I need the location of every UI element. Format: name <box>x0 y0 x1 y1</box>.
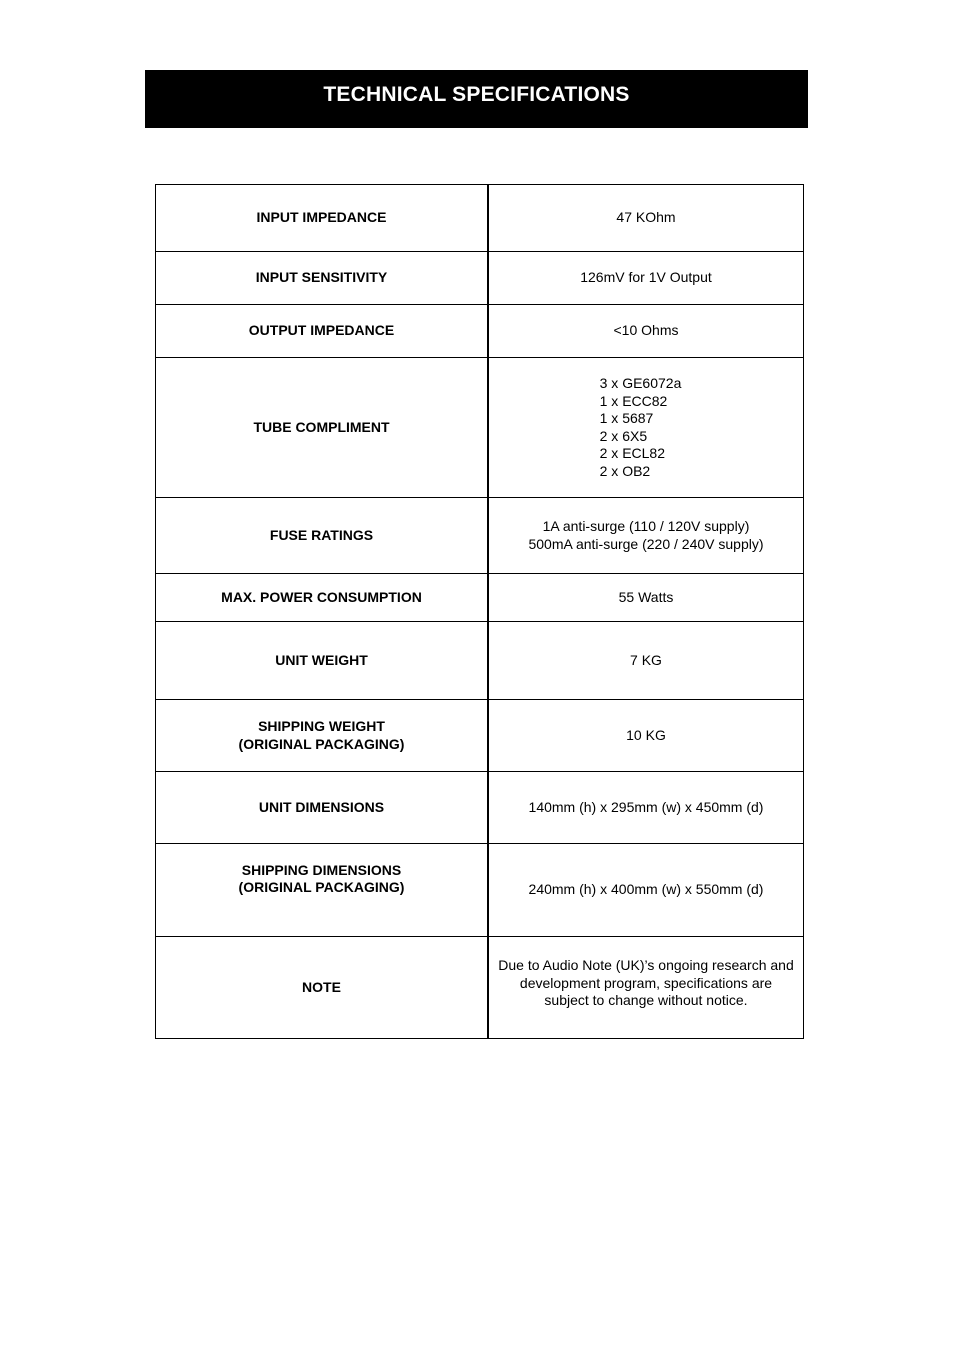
spec-label: UNIT DIMENSIONS <box>156 772 489 844</box>
spec-label: OUTPUT IMPEDANCE <box>156 305 489 358</box>
table-row <box>156 252 804 305</box>
spec-value: 7 KG <box>488 622 804 700</box>
spec-label: FUSE RATINGS <box>156 498 489 574</box>
table-row <box>156 700 804 772</box>
spec-label: NOTE <box>156 937 489 1039</box>
table-row <box>156 498 804 574</box>
spec-label: SHIPPING DIMENSIONS (ORIGINAL PACKAGING) <box>238 861 405 895</box>
spec-value: 55 Watts <box>488 574 804 622</box>
spec-label: INPUT IMPEDANCE <box>156 185 489 252</box>
spec-value: 240mm (h) x 400mm (w) x 550mm (d) <box>488 844 804 937</box>
page-title <box>145 70 808 128</box>
table-row <box>156 305 804 358</box>
table-row <box>156 185 804 252</box>
spec-label: TUBE COMPLIMENT <box>156 358 489 498</box>
spec-value: 126mV for 1V Output <box>488 252 804 305</box>
table-row <box>156 844 804 937</box>
spec-label: MAX. POWER CONSUMPTION <box>156 574 489 622</box>
table-row <box>156 937 804 1039</box>
table-row <box>156 358 804 498</box>
table-row <box>156 574 804 622</box>
spec-value: 47 KOhm <box>488 185 804 252</box>
spec-value: <10 Ohms <box>488 305 804 358</box>
note-text: Due to Audio Note (UK)’s ongoing research and development program, specifications are subject to change without notice. <box>498 957 794 1009</box>
page-title-text: TECHNICAL SPECIFICATIONS <box>323 83 630 106</box>
table-row <box>156 772 804 844</box>
spec-value: 10 KG <box>488 700 804 772</box>
spec-label: UNIT WEIGHT <box>156 622 489 700</box>
spec-label: INPUT SENSITIVITY <box>156 252 489 305</box>
spec-table <box>155 184 804 1039</box>
tube-list: 3 x GE6072a 1 x ECC82 1 x 5687 2 x 6X5 2 x ECL82 2 x OB2 <box>599 375 682 479</box>
spec-label: SHIPPING WEIGHT (ORIGINAL PACKAGING) <box>156 700 489 772</box>
table-row <box>156 622 804 700</box>
spec-value: 1A anti-surge (110 / 120V supply) 500mA anti-surge (220 / 240V supply) <box>488 498 804 574</box>
spec-value: 140mm (h) x 295mm (w) x 450mm (d) <box>488 772 804 844</box>
